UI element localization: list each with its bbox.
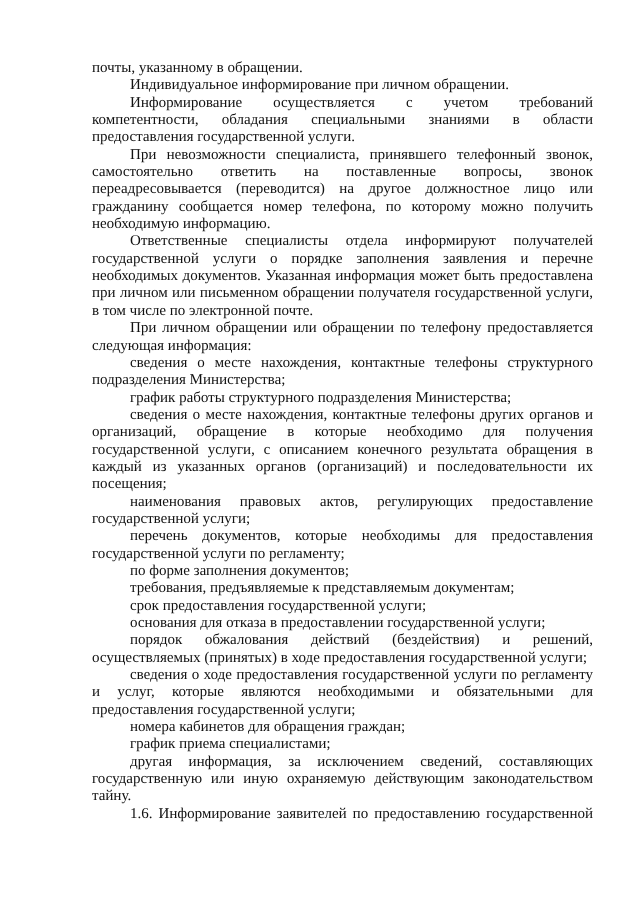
text-line: 1.6. Информирование заявителей по предоставлению государственной (130, 805, 593, 822)
text-line: государственную или иную охраняемую действующим законодательством (92, 771, 593, 788)
list-item (92, 528, 593, 563)
paragraph (92, 77, 593, 94)
text-line: основания для отказа в предоставлении государственной услуги; (130, 615, 546, 631)
list-item (92, 736, 593, 753)
list-item (92, 390, 593, 407)
text-line: Индивидуальное информирование при личном обращении. (130, 77, 510, 94)
list-item (92, 494, 593, 529)
text-line: При невозможности специалиста, принявшего телефонный звонок, (130, 146, 593, 163)
text-line: переадресовывается (переводится) на другое должностное лицо или (92, 181, 593, 198)
text-line: государственной услуги о порядке заполнения заявления и перечне (92, 250, 593, 267)
text-line: требования, предъявляемые к представляемым документам; (130, 580, 515, 597)
text-line: тайну. (92, 788, 132, 805)
paragraph (92, 147, 593, 234)
paragraph (92, 320, 593, 355)
text-line: по форме заполнения документов; (130, 562, 350, 579)
text-line: при личном или письменном обращении получателя государственной услуги, (92, 285, 593, 302)
text-line: следующая информация: (92, 337, 252, 354)
text-line: сведения о месте нахождения, контактные телефоны структурного (130, 354, 593, 371)
text-line: почты, указанному в обращении. (92, 60, 303, 76)
list-item (92, 598, 593, 615)
text-line: в том числе по электронной почте. (92, 302, 314, 319)
paragraph (92, 233, 593, 320)
text-line: сведения о ходе предоставления государственной услуги по регламенту (130, 667, 593, 684)
text-line: каждый из указанных органов (организаций) и последовательности их (92, 458, 593, 475)
list-item (92, 632, 593, 667)
text-line: другая информация, за исключением сведений, составляющих (130, 753, 593, 770)
list-item (92, 615, 593, 632)
list-item (92, 667, 593, 719)
list-item (92, 580, 593, 597)
paragraph (92, 95, 593, 147)
text-line: необходимую информацию. (92, 216, 271, 233)
text-line: график приема специалистами; (130, 736, 331, 753)
text-line: При личном обращении или обращении по телефону предоставляется (130, 320, 593, 337)
text-line: подразделения Министерства; (92, 372, 286, 389)
list-item (92, 563, 593, 580)
text-line: компетентности, обладания специальными знаниями в области (92, 112, 593, 129)
text-line: посещения; (92, 476, 167, 493)
list-item (92, 754, 593, 806)
text-line: номера кабинетов для обращения граждан; (130, 719, 406, 736)
text-line: сведения о месте нахождения, контактные телефоны других органов и (130, 406, 593, 423)
text-line: порядок обжалования действий (бездействия) и решений, (130, 632, 593, 649)
text-line: государственной услуги; (92, 510, 251, 527)
text-line: гражданину сообщается номер телефона, по которому можно получить (92, 198, 593, 215)
document-body (92, 60, 593, 823)
text-line: срок предоставления государственной услуги; (130, 597, 427, 614)
text-line: государственной услуги по регламенту; (92, 545, 345, 562)
text-line: график работы структурного подразделения Министерства; (130, 389, 512, 406)
text-line: перечень документов, которые необходимы для предоставления (130, 528, 593, 545)
text-line: необходимых документов. Указанная информация может быть предоставлена (92, 268, 593, 285)
text-line: предоставления государственной услуги; (92, 701, 356, 718)
text-line: организаций, обращение в которые необходимо для получения (92, 424, 593, 441)
text-line: Информирование осуществляется с учетом требований (130, 94, 593, 111)
text-line: Ответственные специалисты отдела информируют получателей (130, 233, 593, 250)
paragraph (92, 60, 593, 77)
list-item (92, 407, 593, 494)
text-line: и услуг, которые являются необходимыми и обязательными для (92, 684, 593, 701)
text-line: предоставления государственной услуги. (92, 129, 356, 146)
section-heading-paragraph (92, 806, 593, 823)
text-line: наименования правовых актов, регулирующих предоставление (130, 493, 593, 510)
text-line: государственной услуги, с описанием конечного результата обращения в (92, 441, 593, 458)
list-item (92, 719, 593, 736)
text-line: осуществляемых (принятых) в ходе предоставления государственной услуги; (92, 649, 588, 666)
list-item (92, 355, 593, 390)
text-line: самостоятельно ответить на поставленные вопросы, звонок (92, 164, 593, 181)
